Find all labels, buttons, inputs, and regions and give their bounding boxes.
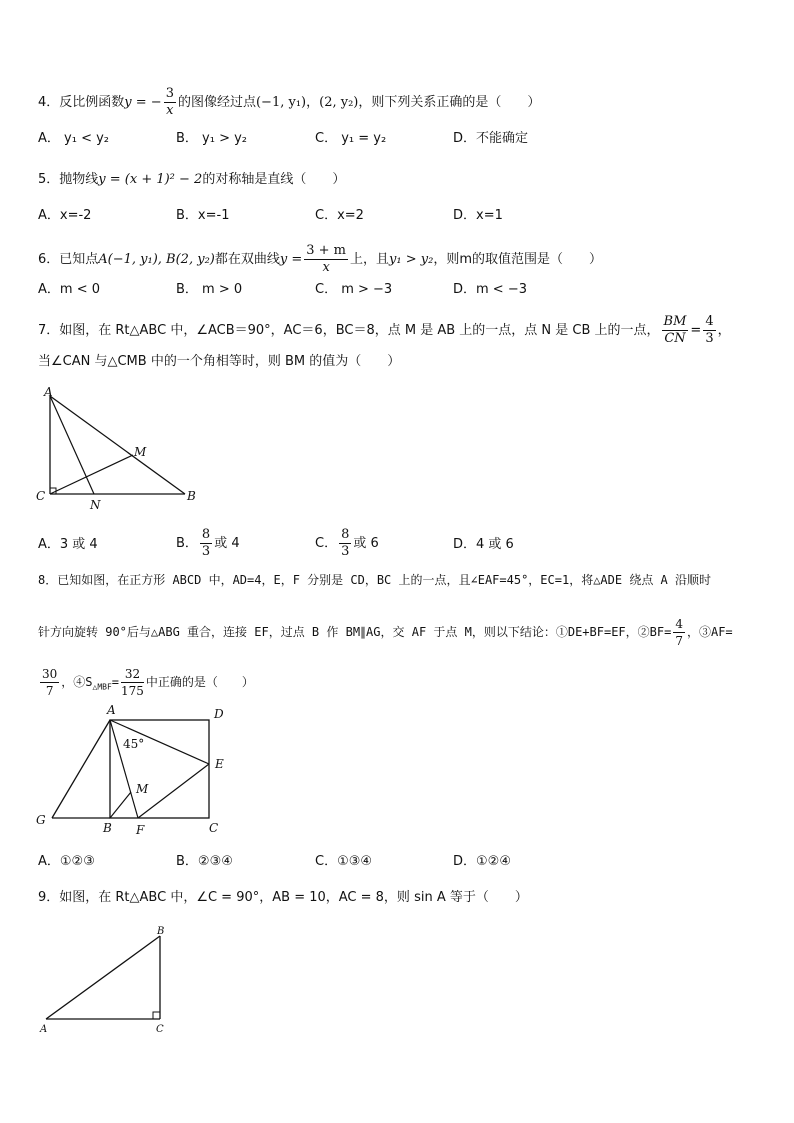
q4-frac-num: 3 [165,86,174,101]
q9-right-angle-mark [153,1012,160,1019]
q7-end: ， [717,323,731,338]
q5-options [38,206,758,226]
q6-frac-den: x [322,260,330,275]
q8-option-c[interactable]: C．①③④ [315,854,373,869]
q6-mid2: 上，且 [350,252,390,267]
q7-option-b[interactable] [176,527,240,560]
q7-option-a[interactable] [38,535,98,555]
q9-segment-ab [46,936,160,1019]
q6-number: 6．已知点 [38,252,99,267]
q7-ratio-value [703,314,715,347]
q7-value-den: 3 [705,331,714,346]
q8-bf-den: 7 [675,634,683,648]
q7-option-b-fraction [200,527,212,560]
q4-tail: ，则下列关系正确的是（ ） [358,95,541,110]
q9-figure [30,922,190,1042]
q4-number: 4．反比例函数 [38,95,125,110]
q9-label-c: C [156,1024,164,1035]
q7-ratio [662,314,689,347]
q6-mid: 都在双曲线 [214,252,280,267]
q5-equation: y = (x + 1)² − 2 [98,172,203,187]
q8-area-subscript: △MBF [92,682,112,692]
q7-options [38,527,758,559]
q8-af-den: 7 [45,684,54,698]
q8-label-c: C [209,821,219,835]
q7-ratio-den: CN [664,331,686,346]
q8-option-a[interactable]: A．①②③ [38,854,95,869]
q8-label-d: D [214,707,224,721]
q7-segment-an [50,396,94,494]
question-9 [38,888,528,908]
q7-ratio-num: BM [663,314,687,329]
q8-label-m: M [136,782,149,796]
q4-sep: ， [306,95,320,110]
question-5 [38,170,345,190]
q8-af-fraction [40,666,59,699]
q8-af-num: 30 [42,667,58,681]
q5-tail: 的对称轴是直线（ ） [202,172,346,187]
q7-option-c-den: 3 [341,544,350,559]
q7-option-b-num: 8 [201,527,211,542]
q6-fraction [304,243,348,276]
q4-option-b[interactable]: B． y₁ > y₂ [176,131,248,146]
q5-option-c[interactable]: C．x=2 [315,208,364,223]
q4-option-a[interactable]: A． y₁ < y₂ [38,131,109,146]
q8-segment-af [110,720,138,818]
q8-area-den: 175 [121,684,144,698]
question-4 [38,86,540,119]
q4-point-1: (−1, y₁) [255,95,307,110]
q7-text-1: 7．如图，在 Rt△ABC 中，∠ACB＝90°，AC＝6，BC＝8，点 M 是 AB 上的一点，点 N 是 CB 上的一点， [38,323,660,338]
q8-text-2b: ，③AF= [686,625,733,639]
q6-points: A(−1, y₁), B(2, y₂) [98,252,215,267]
q7-option-c[interactable] [315,527,379,560]
q8-segment-ag [52,720,110,818]
q5-option-a[interactable]: A．x=-2 [38,208,92,223]
q8-text-2a: 针方向旋转 90°后与△ABG 重合，连接 EF，过点 B 作 BM∥AG，交 AF 于点 M，则以下结论：①DE+BF=EF，②BF= [38,625,672,639]
question-6 [38,243,602,276]
q4-options [38,129,758,149]
q6-option-c[interactable]: C． m > −3 [315,282,393,297]
q8-text-1: 8．已知如图，在正方形 ABCD 中，AD=4，E，F 分别是 CD，BC 上的一点，且∠EAF=45°，EC=1，将△ADE 绕点 A 沿顺时 [38,573,711,587]
q8-bf-fraction [673,616,685,649]
q6-tail: ，则m的取值范围是（ ） [433,252,602,267]
q7-segment-ab [50,396,185,494]
q8-area-eq: = [111,675,120,689]
q8-label-angle: 45° [123,737,145,751]
q7-label-m: M [134,445,147,459]
q9-label-a: A [40,1024,48,1035]
q8-segment-bm [110,792,131,818]
q7-eq: = [690,323,702,338]
question-8-line-2 [38,616,733,649]
q8-label-a: A [107,703,116,717]
q9-text: 9．如图，在 Rt△ABC 中，∠C = 90°，AB = 10，AC = 8，则 sin A 等于（ ） [38,890,528,905]
q8-figure [30,700,240,840]
q4-point-2: (2, y₂) [319,95,359,110]
q8-options [38,852,758,872]
q8-segment-ef [138,764,209,818]
q8-text-3b: 中正确的是（ ） [145,675,254,689]
q7-option-d[interactable] [453,535,514,555]
question-8-line-3 [38,666,254,699]
q7-figure [30,384,210,514]
q7-option-c-num: 8 [341,527,350,542]
q4-frac-den: x [166,103,174,118]
q8-square-abcd [110,720,209,818]
q4-mid: 的图像经过点 [177,95,256,110]
q4-option-d[interactable]: D．不能确定 [453,131,529,146]
q4-fraction [164,86,176,119]
q4-equation: y = − [124,95,162,110]
q7-option-c-suffix: 或 6 [353,536,379,551]
q7-option-b-den: 3 [201,544,211,559]
q7-label-n: N [90,498,101,512]
q7-option-d-text: D．4 或 6 [453,537,514,552]
q7-option-c-prefix: C． [315,536,338,551]
q8-bf-num: 4 [675,617,683,631]
q7-text-2: 当∠CAN 与△CMB 中的一个角相等时，则 BM 的值为（ ） [38,354,401,369]
q4-option-c[interactable]: C． y₁ = y₂ [315,131,387,146]
q7-label-a: A [44,385,53,399]
q7-label-c: C [36,489,46,503]
q6-option-a[interactable]: A．m < 0 [38,282,100,297]
q5-option-d[interactable]: D．x=1 [453,208,503,223]
q7-option-b-prefix: B． [176,536,198,551]
q6-option-b[interactable]: B． m > 0 [176,282,243,297]
q8-text-3a: ，④S [61,675,93,689]
q8-area-num: 32 [121,666,144,683]
q7-option-a-text: A．3 或 4 [38,537,98,552]
q7-option-c-fraction [339,527,351,560]
q7-value-num: 4 [705,314,714,329]
q8-area-fraction [121,666,144,699]
q6-option-d[interactable]: D．m < −3 [453,282,527,297]
q8-label-b: B [103,821,112,835]
q6-options [38,280,758,300]
q6-frac-num: 3 + m [306,243,347,258]
question-7-line-1 [38,314,731,347]
q5-number: 5．抛物线 [38,172,99,187]
q7-label-b: B [187,489,196,503]
q8-option-d[interactable]: D．①②④ [453,854,511,869]
q8-label-f: F [136,823,145,837]
question-7-line-2 [38,352,400,372]
q8-option-b[interactable]: B．②③④ [176,854,233,869]
question-8-line-1 [38,570,711,590]
q7-option-b-suffix: 或 4 [214,536,240,551]
q9-label-b: B [157,926,165,937]
q6-condition: y₁ > y₂ [389,252,434,267]
q6-equation: y = [279,252,303,267]
q8-label-g: G [36,813,46,827]
q8-label-e: E [215,757,224,771]
q5-option-b[interactable]: B．x=-1 [176,208,230,223]
